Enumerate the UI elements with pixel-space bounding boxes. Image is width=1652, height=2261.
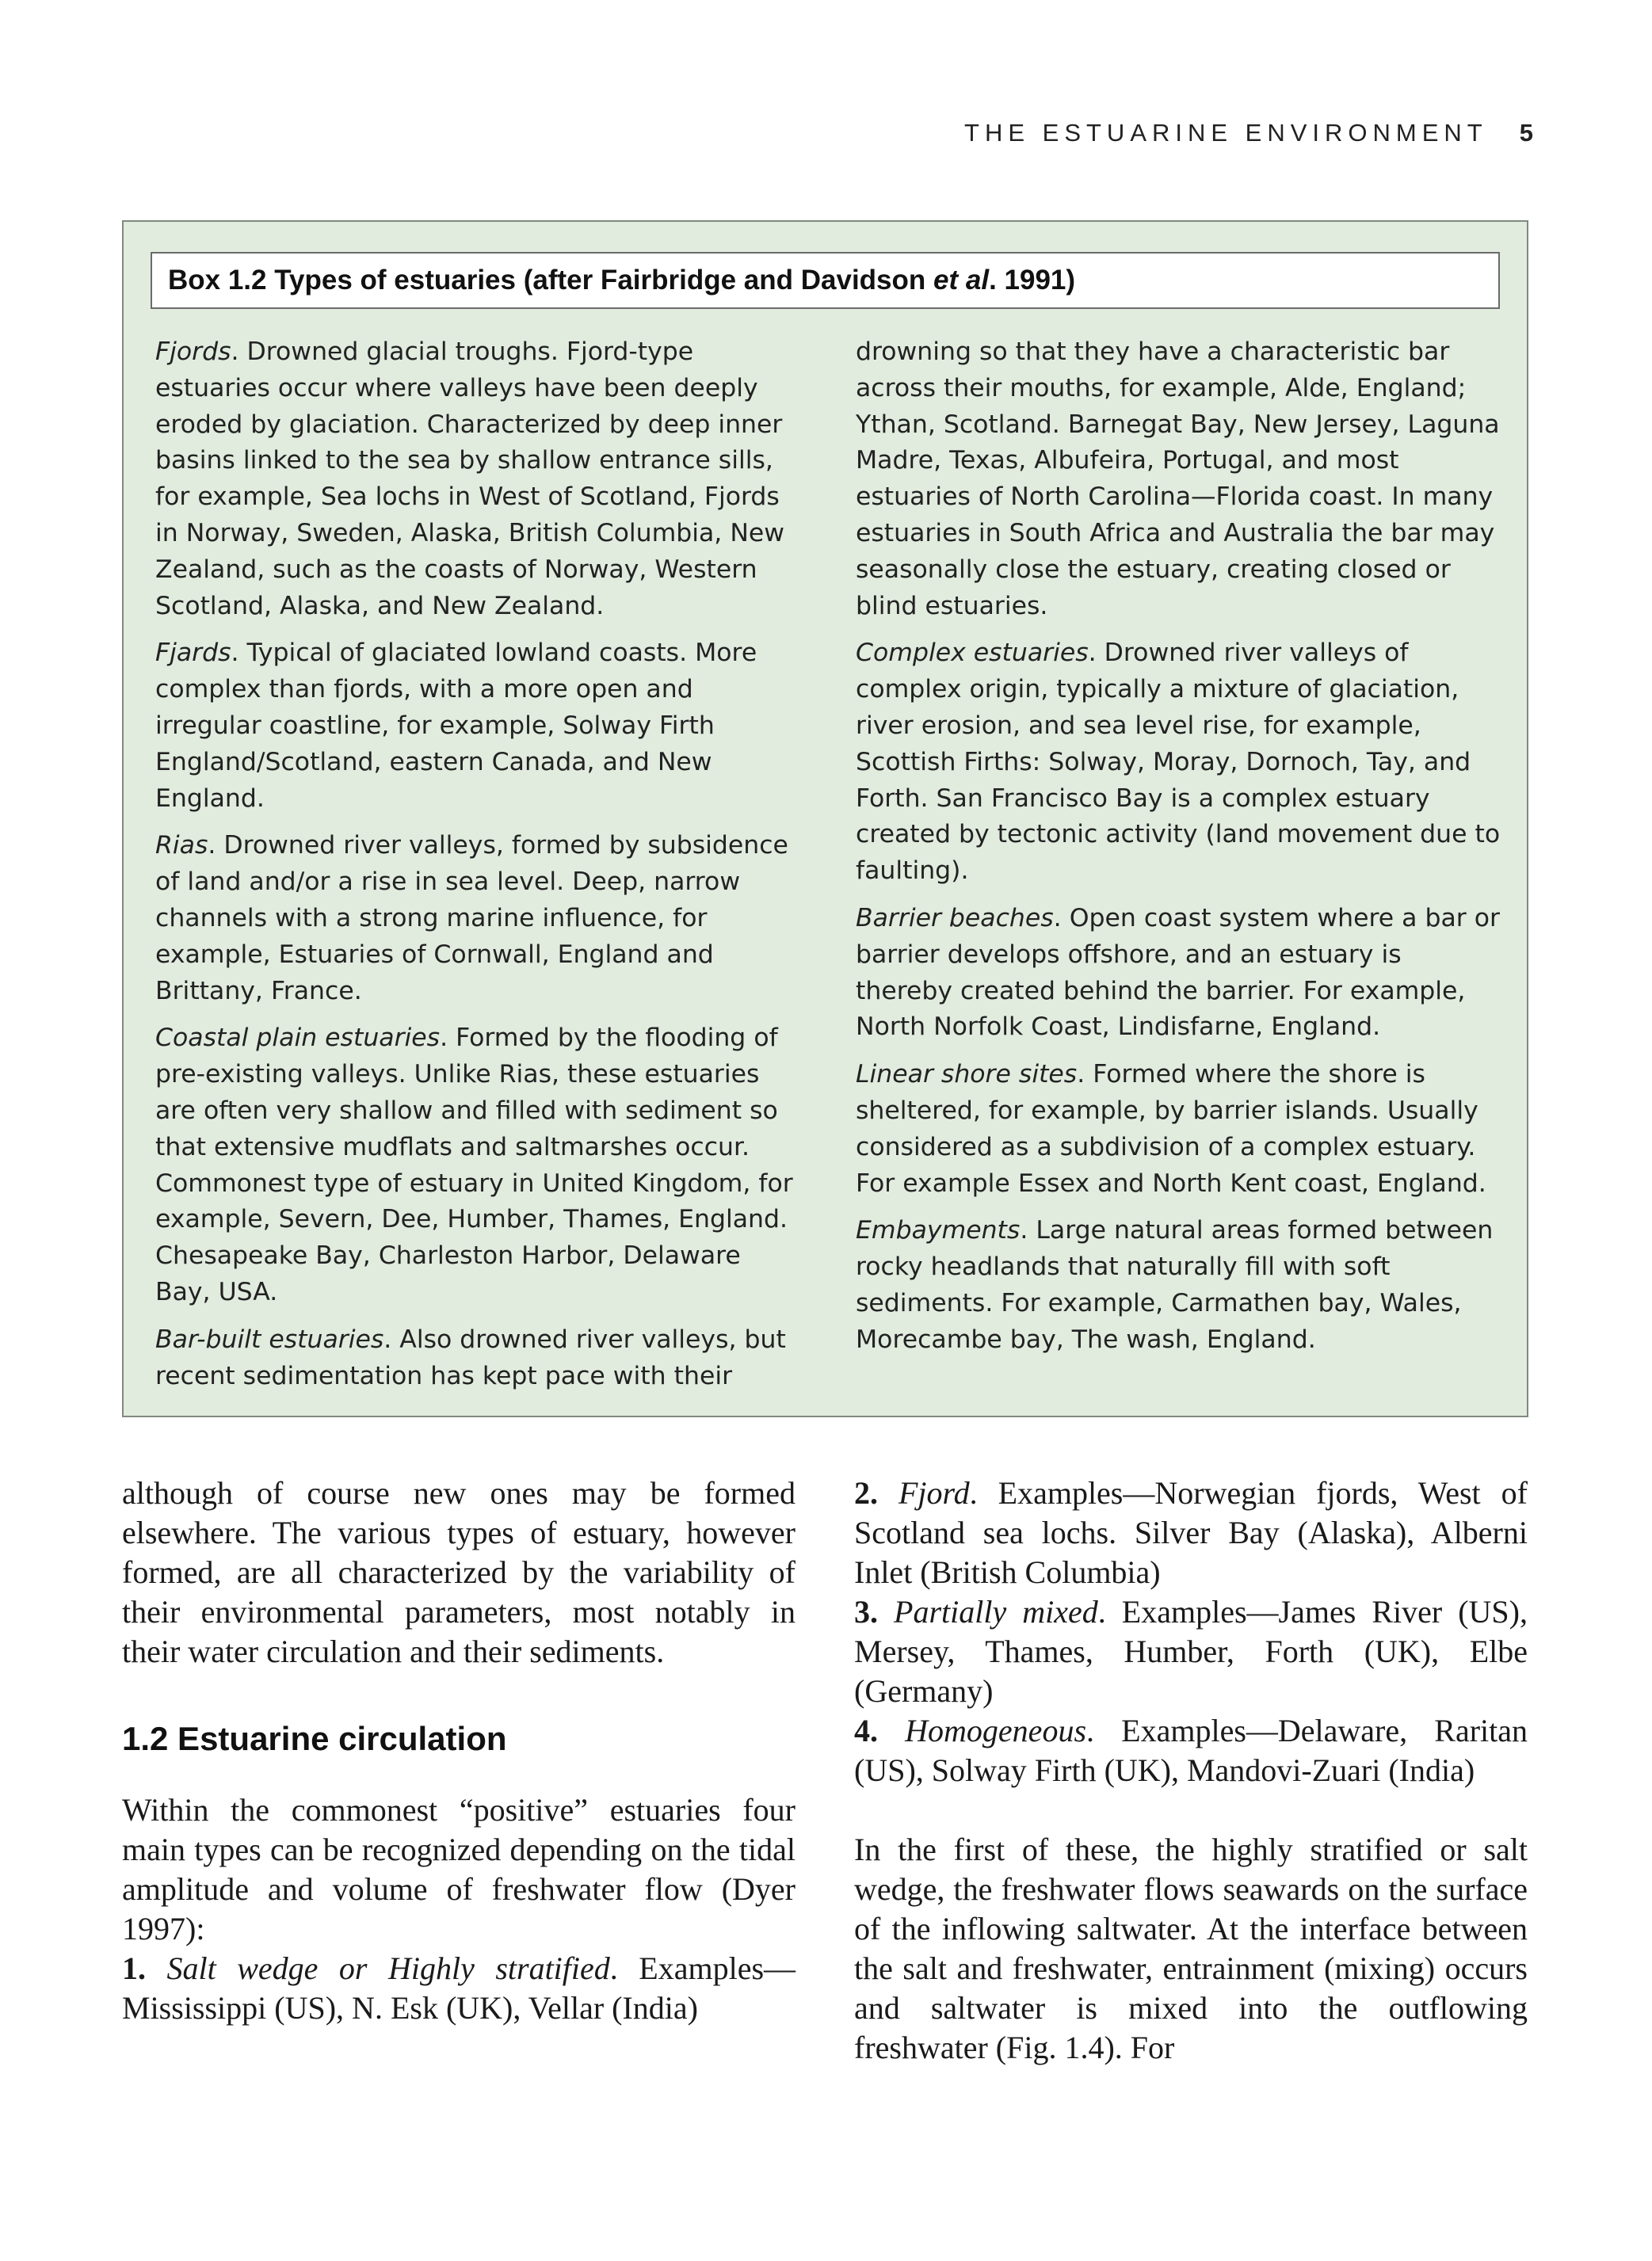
- body-column-left: [122, 1474, 795, 2028]
- box-entry-bar-built-continued: drowning so that they have a characteristic bar across their mouths, for example, Alde, England; Ythan, Scotland. Barnegat Bay, New Jersey, Laguna Madre, Texas, Albufeira, Portugal, and most estuaries of North Carolina—Florida coast. In many estuaries in South Africa and Australia the bar may seasonally close the estuary, creating closed or blind estuaries.: [856, 337, 1500, 620]
- box-title: Box 1.2 Types of estuaries (after Fairbridge and Davidson et al. 1991): [151, 252, 1500, 309]
- box-column-right: [856, 334, 1501, 1370]
- box-entry-bar-built: Bar-built estuaries. Also drowned river valleys, but recent sedimentation has kept pace with their: [155, 1325, 786, 1390]
- running-title: THE ESTUARINE ENVIRONMENT: [964, 119, 1488, 147]
- box-1-2: [122, 220, 1528, 1417]
- box-column-left: [155, 334, 801, 1405]
- closing-paragraph: In the first of these, the highly stratified or salt wedge, the freshwater flows seawards on the surface of the inflowing saltwater. At the interface between the salt and freshwater, entrainment (mixing) occurs and saltwater is mixed into the outflowing freshwater (Fig. 1.4). For: [854, 1832, 1528, 2065]
- box-entry-embayments: Embayments. Large natural areas formed between rocky headlands that naturally fill with soft sediments. For example, Carmathen bay, Wales, Morecambe bay, The wash, England.: [856, 1216, 1494, 1354]
- list-item-4: 4. Homogeneous. Examples—Delaware, Raritan (US), Solway Firth (UK), Mandovi-Zuari (India): [854, 1713, 1528, 1788]
- section-paragraph: Within the commonest “positive” estuaries four main types can be recognized depending on the tidal amplitude and volume of freshwater flow (Dyer 1997):: [122, 1792, 795, 1946]
- box-entry-fjards: Fjards. Typical of glaciated lowland coasts. More complex than fjords, with a more open and irregular coastline, for example, Solway Firth England/Scotland, eastern Canada, and New England.: [155, 639, 757, 813]
- page-number: 5: [1519, 119, 1533, 147]
- box-entry-complex: Complex estuaries. Drowned river valleys of complex origin, typically a mixture of glaciation, river erosion, and sea level rise, for example, Scottish Firths: Solway, Moray, Dornoch, Tay, and Forth. San Francisco Bay is a complex estuary created by tectonic activity (land movement due to faulting).: [856, 639, 1501, 886]
- box-entry-rias: Rias. Drowned river valleys, formed by subsidence of land and/or a rise in sea level. Deep, narrow channels with a strong marine influence, for example, Estuaries of Cornwall, England and Brittany, France.: [155, 831, 788, 1005]
- section-heading: 1.2 Estuarine circulation: [122, 1720, 507, 1757]
- box-entry-barrier-beaches: Barrier beaches. Open coast system where a bar or barrier develops offshore, and an estuary is thereby created behind the barrier. For example, North Norfolk Coast, Lindisfarne, England.: [856, 903, 1500, 1042]
- body-column-right: [854, 1474, 1528, 2068]
- running-head: [964, 119, 1533, 147]
- box-entry-coastal-plain: Coastal plain estuaries. Formed by the flooding of pre-existing valleys. Unlike Rias, these estuaries are often very shallow and filled with sediment so that extensive mudflats and saltmarshes occur. Commonest type of estuary in United Kingdom, for example, Severn, Dee, Humber, Thames, England. Chesapeake Bay, Charleston Harbor, Delaware Bay, USA.: [155, 1024, 793, 1306]
- box-entry-fjords: Fjords. Drowned glacial troughs. Fjord-type estuaries occur where valleys have been deeply eroded by glaciation. Characterized by deep inner basins linked to the sea by shallow entrance sills, for example, Sea lochs in West of Scotland, Fjords in Norway, Sweden, Alaska, British Columbia, New Zealand, such as the coasts of Norway, Western Scotland, Alaska, and New Zealand.: [155, 337, 785, 620]
- box-entry-linear-shore: Linear shore sites. Formed where the shore is sheltered, for example, by barrier islands. Usually considered as a subdivision of a complex estuary. For example Essex and North Kent coast, England.: [856, 1060, 1486, 1198]
- list-item-3: 3. Partially mixed. Examples—James River (US), Mersey, Thames, Humber, Forth (UK), Elbe (Germany): [854, 1594, 1528, 1709]
- list-item-2: 2. Fjord. Examples—Norwegian fjords, West of Scotland sea lochs. Silver Bay (Alaska), Alberni Inlet (British Columbia): [854, 1475, 1528, 1590]
- intro-paragraph: although of course new ones may be formed elsewhere. The various types of estuary, however formed, are all characterized by the variability of their environmental parameters, most notably in their water circulation and their sediments.: [122, 1475, 795, 1669]
- list-item-1: 1. Salt wedge or Highly stratified. Examples—Mississippi (US), N. Esk (UK), Vellar (India): [122, 1950, 796, 2026]
